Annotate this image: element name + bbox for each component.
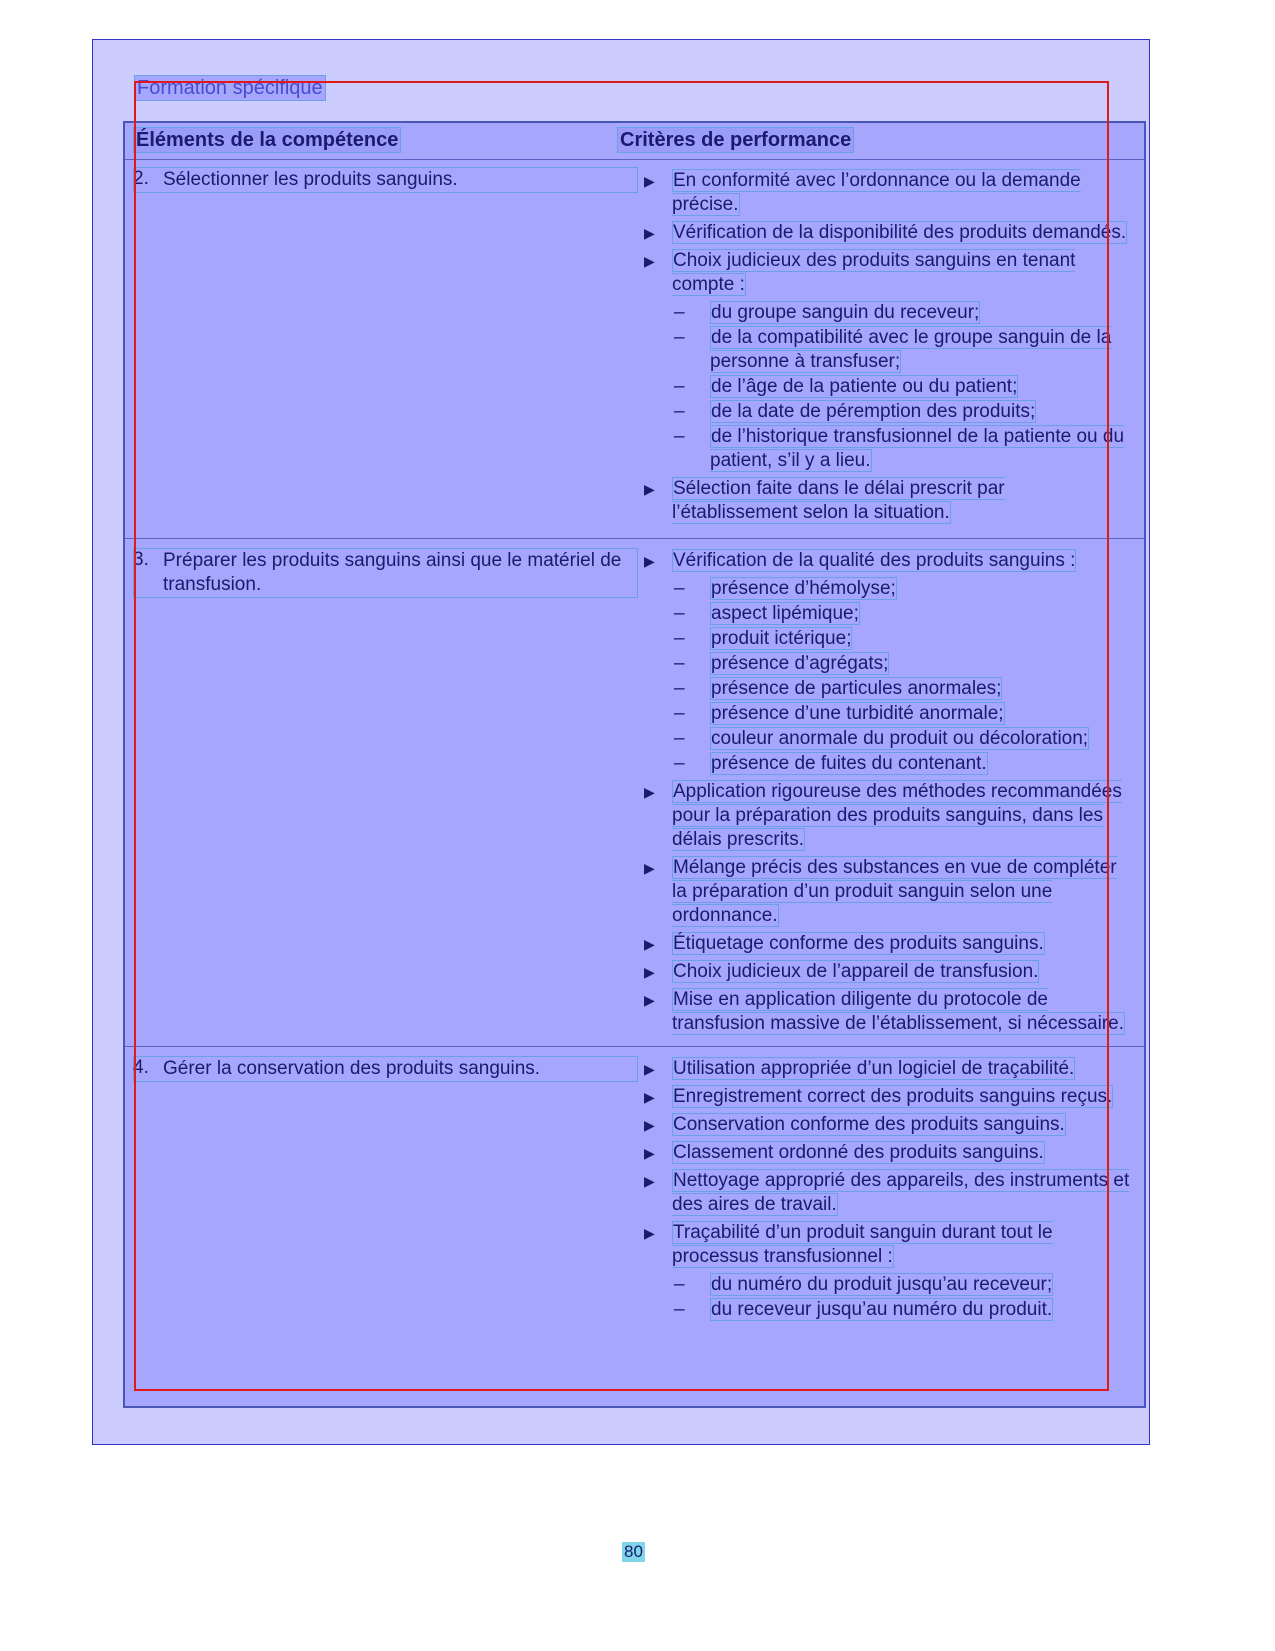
subitem-text: de la compatibilité avec le groupe sanguin de la personne à transfuser; [710,327,1112,372]
criterion-item [644,1085,1134,1109]
criterion-item [644,780,1134,852]
bullet-icon: ▶ [644,936,655,952]
criterion-text: Nettoyage approprié des appareils, des instruments et des aires de travail. [672,1170,1130,1215]
criterion-subitem [644,752,1134,776]
criterion-item [644,1113,1134,1137]
bullet-icon: ▶ [644,1145,655,1161]
criterion-item [644,1169,1134,1217]
criterion-text: Traçabilité d’un produit sanguin durant tout le processus transfusionnel : [672,1222,1053,1267]
criterion-subitem [644,425,1134,473]
criterion-text: Vérification de la disponibilité des produits demandés. [673,222,1127,243]
subitem-text: de l’historique transfusionnel de la patiente ou du patient, s’il y a lieu. [710,426,1125,471]
criterion-subitem [644,301,1134,325]
subitem-text: présence de particules anormales; [711,678,1002,699]
subitem-text: du groupe sanguin du receveur; [711,302,980,323]
header-criteria: Critères de performance [617,127,854,153]
criterion-subitem [644,727,1134,751]
criterion-subitem [644,1298,1134,1322]
dash-icon: – [674,1299,685,1320]
criterion-subitem [644,577,1134,601]
bullet-icon: ▶ [644,1061,655,1077]
bullet-icon: ▶ [644,1225,655,1241]
criterion-text: Mélange précis des substances en vue de compléter la préparation d’un produit sanguin selon une ordonnance. [672,857,1117,926]
row-divider [125,538,1144,539]
bullet-icon: ▶ [644,481,655,497]
criterion-item [644,1141,1134,1165]
criterion-subitem [644,702,1134,726]
dash-icon: – [674,753,685,774]
row-element-2 [133,167,638,193]
dash-icon: – [674,578,685,599]
criterion-text: Application rigoureuse des méthodes recommandées pour la préparation des produits sanguins, dans les délais prescrits. [672,781,1122,850]
criterion-item [644,960,1134,984]
subitem-text: du receveur jusqu’au numéro du produit. [711,1299,1053,1320]
criterion-subitem [644,375,1134,399]
criterion-text: Choix judicieux des produits sanguins en tenant compte : [672,250,1076,295]
criterion-item [644,549,1134,573]
criterion-item [644,1221,1134,1269]
row-criteria-2 [644,169,1134,529]
dash-icon: – [674,401,685,422]
criterion-item [644,988,1134,1036]
dash-icon: – [674,703,685,724]
bullet-icon: ▶ [644,553,655,569]
element-text: Sélectionner les produits sanguins. [133,167,638,193]
dash-icon: – [674,628,685,649]
dash-icon: – [674,728,685,749]
subitem-text: de l’âge de la patiente ou du patient; [711,376,1018,397]
bullet-icon: ▶ [644,225,655,241]
subitem-text: aspect lipémique; [711,603,859,624]
bullet-icon: ▶ [644,1173,655,1189]
criterion-item [644,856,1134,928]
subitem-text: du numéro du produit jusqu’au receveur; [711,1274,1053,1295]
criterion-item [644,932,1134,956]
row-element-4 [133,1056,638,1082]
header-divider [125,159,1144,160]
subitem-text: de la date de péremption des produits; [711,401,1036,422]
row-element-3 [133,548,638,598]
criterion-text: Mise en application diligente du protocole de transfusion massive de l’établissement, si nécessaire. [672,989,1124,1034]
page-number: 80 [624,1542,643,1561]
bullet-icon: ▶ [644,992,655,1008]
bullet-icon: ▶ [644,173,655,189]
criterion-item [644,169,1134,217]
criterion-text: Classement ordonné des produits sanguins. [673,1142,1044,1163]
criterion-text: Étiquetage conforme des produits sanguins. [673,933,1044,954]
criterion-text: Sélection faite dans le délai prescrit par l’établissement selon la situation. [672,478,1005,523]
dash-icon: – [674,302,685,323]
criterion-item [644,249,1134,297]
dash-icon: – [674,678,685,699]
bullet-icon: ▶ [644,964,655,980]
criterion-subitem [644,652,1134,676]
element-text: Gérer la conservation des produits sanguins. [133,1056,638,1082]
dash-icon: – [674,327,685,348]
bullet-icon: ▶ [644,1117,655,1133]
subitem-text: présence de fuites du contenant. [711,753,987,774]
criterion-subitem [644,602,1134,626]
criterion-subitem [644,627,1134,651]
criterion-text: Enregistrement correct des produits sanguins reçus. [673,1086,1113,1107]
row-number: 4. [133,1057,149,1078]
dash-icon: – [674,426,685,447]
row-number: 2. [133,168,149,189]
criterion-item [644,221,1134,245]
dash-icon: – [674,653,685,674]
criterion-text: Conservation conforme des produits sanguins. [673,1114,1065,1135]
element-text: Préparer les produits sanguins ainsi que le matériel de transfusion. [133,548,638,598]
criterion-text: Vérification de la qualité des produits sanguins : [673,550,1076,571]
criterion-item [644,477,1134,525]
row-number: 3. [133,549,149,570]
bullet-icon: ▶ [644,1089,655,1105]
bullet-icon: ▶ [644,253,655,269]
row-criteria-4 [644,1057,1134,1326]
criterion-item [644,1057,1134,1081]
criterion-text: Choix judicieux de l’appareil de transfusion. [673,961,1039,982]
criterion-text: En conformité avec l’ordonnance ou la demande précise. [672,170,1081,215]
criterion-subitem [644,400,1134,424]
criterion-subitem [644,326,1134,374]
bullet-icon: ▶ [644,860,655,876]
header-elements: Éléments de la compétence [133,127,401,153]
criterion-text: Utilisation appropriée d’un logiciel de traçabilité. [673,1058,1075,1079]
subitem-text: produit ictérique; [711,628,852,649]
row-criteria-3 [644,549,1134,1040]
dash-icon: – [674,376,685,397]
section-title: Formation spécifique [134,75,326,101]
subitem-text: présence d’agrégats; [711,653,889,674]
criterion-subitem [644,1273,1134,1297]
dash-icon: – [674,1274,685,1295]
subitem-text: couleur anormale du produit ou décoloration; [711,728,1089,749]
subitem-text: présence d’une turbidité anormale; [711,703,1004,724]
criterion-subitem [644,677,1134,701]
competence-table [123,121,1146,1408]
row-divider [125,1046,1144,1047]
subitem-text: présence d’hémolyse; [711,578,896,599]
dash-icon: – [674,603,685,624]
bullet-icon: ▶ [644,784,655,800]
